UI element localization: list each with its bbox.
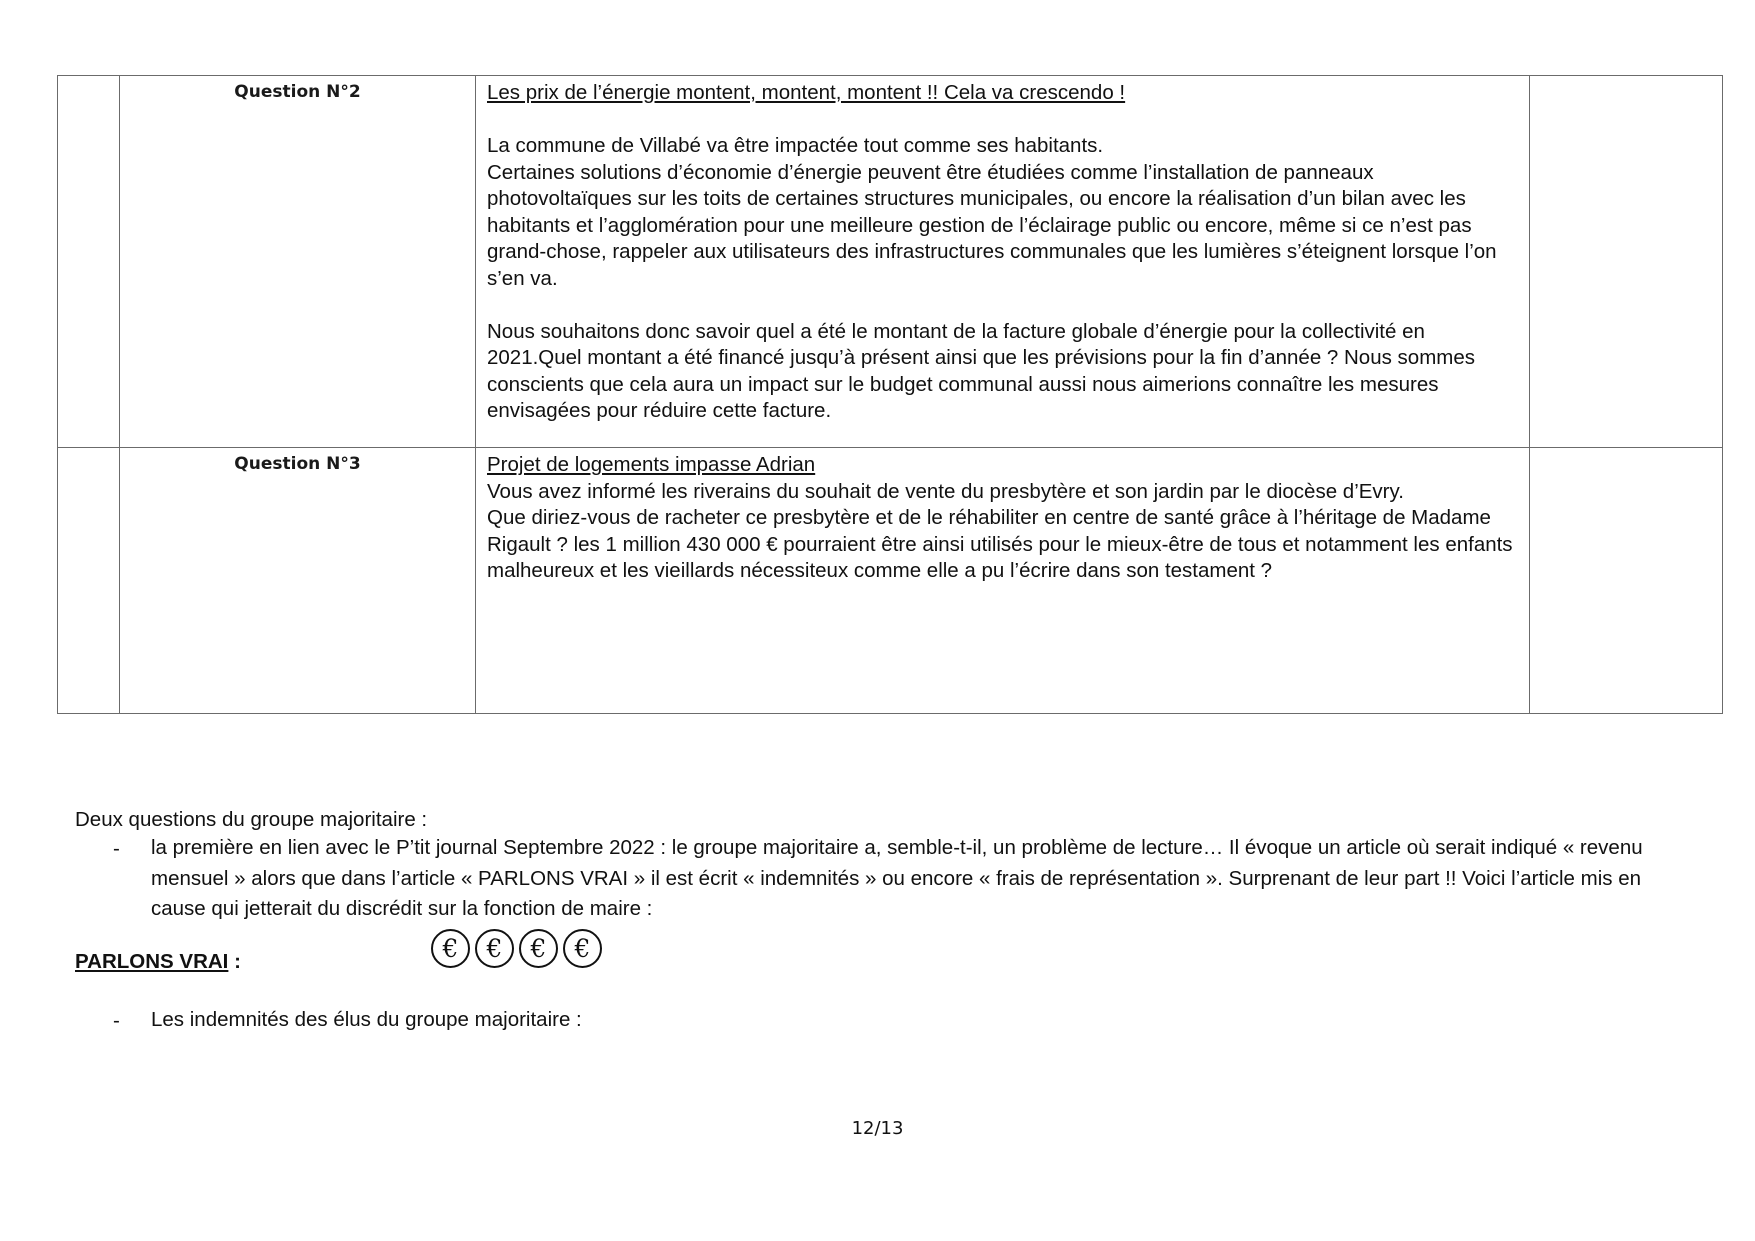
question-paragraph: La commune de Villabé va être impactée tout comme ses habitants. [487, 134, 1104, 157]
empty-cell [58, 76, 120, 448]
euro-coin-icon: € [563, 929, 602, 968]
euro-coin-icon: € [475, 929, 514, 968]
euro-coins [431, 929, 602, 968]
question-paragraph: Certaines solutions d’économie d’énergie peuvent être étudiées comme l’installation de panneaux photovoltaïques sur les toits de certaines structures municipales, ou encore la réalisation d’un bilan avec les habitants et l’agglomération pour une meilleure gestion de l’éclairage public ou encore, même si ce n’est pas grand-chose, rappeler aux utilisateurs des infrastructures communales que les lumières s’éteignent lorsque l’on s’en va. [487, 160, 1497, 290]
parlons-vrai-title: PARLONS VRAI [75, 950, 229, 973]
table-row [58, 448, 1723, 714]
question-body [476, 76, 1530, 448]
majority-first-question: la première en lien avec le P’tit journal Septembre 2022 : le groupe majoritaire a, semble-t-il, un problème de lecture… Il évoque un article où serait indiqué « revenu mensuel » alors que dans l’article « PARLONS VRAI » il est écrit « indemnités » ou encore « frais de représentation ». Surprenant de leur part !! Voici l’article mis en cause qui jetterait du discrédit sur la fonction de maire : [151, 836, 1643, 920]
page-number: 12/13 [851, 1118, 904, 1139]
question-label: Question N°3 [120, 448, 476, 714]
question-paragraph: Nous souhaitons donc savoir quel a été le montant de la facture globale d’énergie pour la collectivité en 2021.Quel montant a été financé jusqu’à présent ainsi que les prévisions pour la fin d’année ? Nous sommes conscients que cela aura un impact sur le budget communal aussi nous aimerions connaître les mesures envisagées pour réduire cette facture. [487, 319, 1476, 422]
parlons-vrai-heading [75, 950, 241, 974]
euro-coin-icon: € [519, 929, 558, 968]
question-paragraph: Vous avez informé les riverains du souhait de vente du presbytère et son jardin par le diocèse d’Evry. [487, 479, 1404, 503]
question-paragraph: Que diriez-vous de racheter ce presbytère et de le réhabiliter en centre de santé grâce à l’héritage de Madame Rigault ? les 1 million 430 000 € pourraient être ainsi utilisés pour le mieux-être de tous et notamment les enfants malheureux et les vieillards nécessiteux comme elle a pu l’écrire dans son testament ? [487, 506, 1513, 582]
empty-cell [1530, 448, 1723, 714]
question-label: Question N°2 [120, 76, 476, 448]
majority-intro: Deux questions du groupe majoritaire : [75, 808, 428, 831]
euro-coin-icon: € [431, 929, 470, 968]
empty-cell [58, 448, 120, 714]
parlons-vrai-suffix: : [228, 950, 241, 973]
question-title: Les prix de l’énergie montent, montent, montent !! Cela va crescendo ! [487, 81, 1126, 104]
question-body [476, 448, 1530, 714]
question-title: Projet de logements impasse Adrian [487, 453, 816, 476]
table-row [58, 76, 1723, 448]
bullet-marker: - [113, 837, 120, 860]
bullet-marker: - [113, 1009, 120, 1032]
empty-cell [1530, 76, 1723, 448]
questions-table [57, 75, 1723, 714]
indemnites-item: Les indemnités des élus du groupe majoritaire : [151, 1008, 582, 1031]
